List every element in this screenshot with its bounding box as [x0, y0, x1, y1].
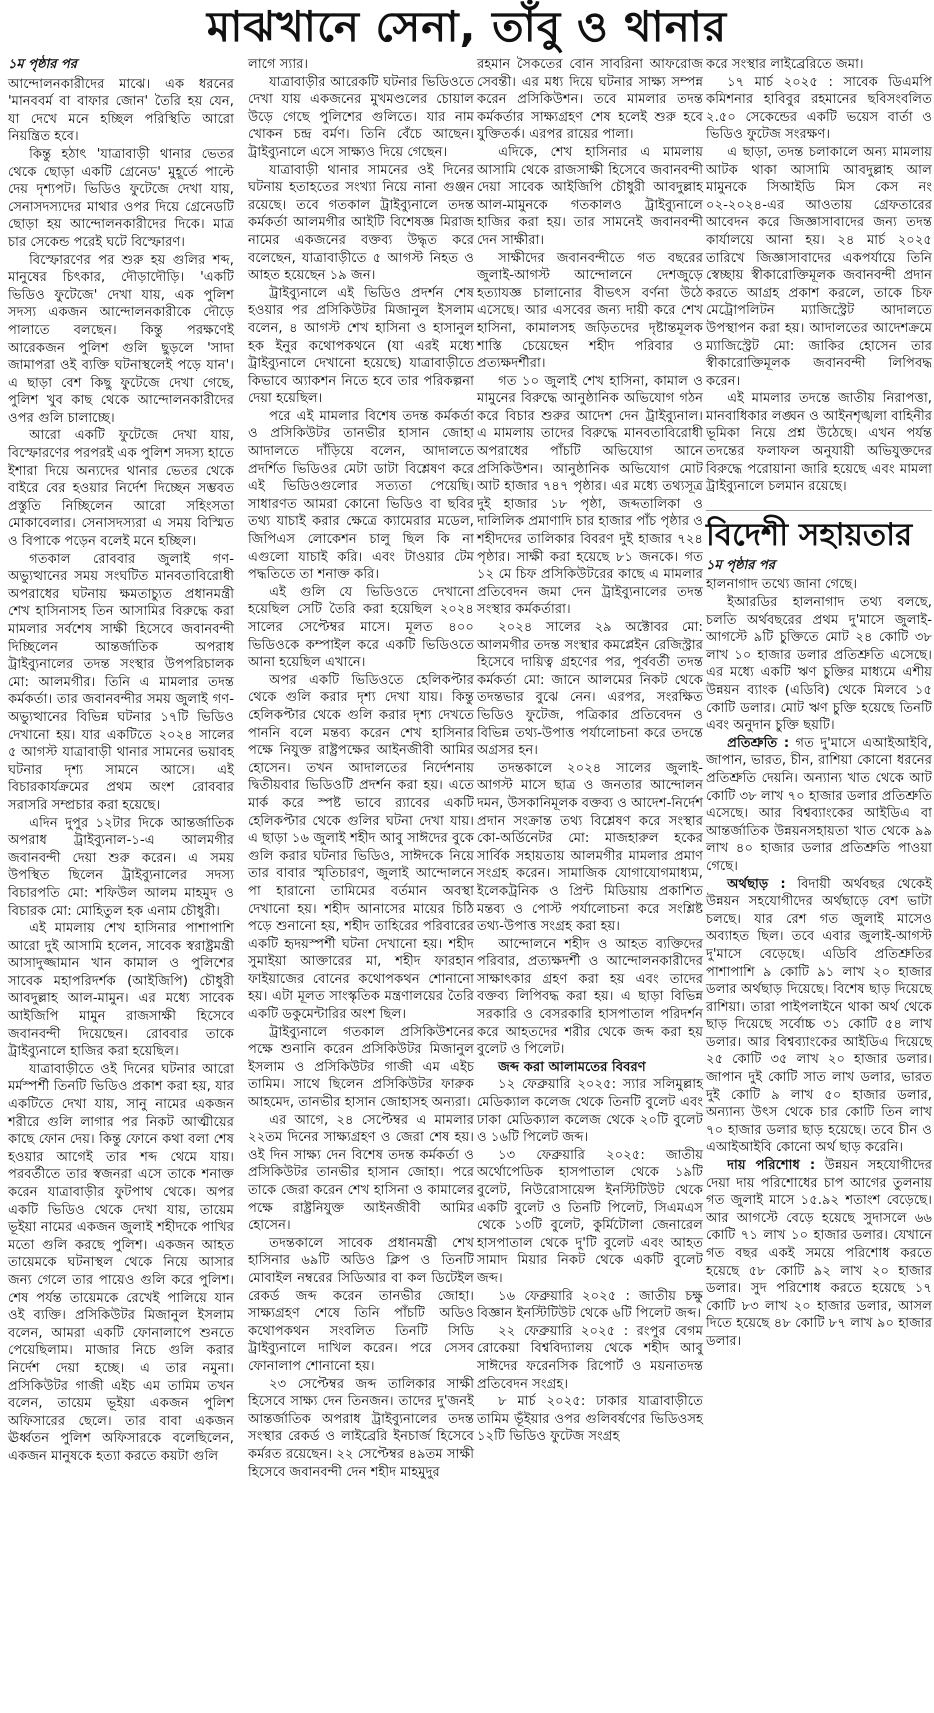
- paragraph: লাগে স্যার।: [248, 57, 309, 72]
- paragraph: কিন্তু হঠাৎ 'যাত্রাবাড়ী থানার ভেতর থেকে ছোড়া একটি গ্রেনেড' মুহূর্তে পাল্টে দেয় দৃশ্যপট। ভিডিও ফুটেজে দেখা যায়, সেনাসদস্যদের মাথার ওপর দিয়ে গ্রেনেডটি ছোড়া হয় আন্দোলনকারীদের দিকে। মাত্র চার সেকেন্ড পরেই ঘটে বিস্ফোরণ।: [8, 146, 234, 250]
- paragraph: পরে এই মামলার বিশেষ তদন্ত কর্মকর্তা ও প্রসিকিউটর তানভীর হাসান জোহা আদালতে দাঁড়িয়ে বলেন, আদালতে প্রদর্শিত ভিডিওর মেটা ডাটা বিশ্লেষণ করে এই ভিডিওগুলোর সত্যতা পেয়েছি। সাধারণত আমরা কোনো ভিডিও বা ছবির তথ্য যাচাই করার ক্ষেত্রে ক্যামেরার মডেল, জিপিএস লোকেশন চালু ছিল কি না এগুলো যাচাই করি। এবং টাওয়ার টেম পদ্ধতিতে তা শনাক্ত করি।: [248, 408, 474, 583]
- paragraph: সাক্ষীদের জবানবন্দীতে গত বছরের জুলাই-আগস্ট আন্দোলনে দেশজুড়ে হত্যাযজ্ঞ চালানোর বীভৎস বর্ণনা উঠে এসেছে। আর এসবের জন্য দায়ী করে শেখ হাসিনা, কামালসহ জড়িতদের দৃষ্টান্তমূলক শাস্তি চেয়েছেন শহীদ পরিবার ও প্রত্যক্ষদর্শীরা।: [477, 250, 703, 372]
- paragraph-text: বিদায়ী অর্থবছর থেকেই উন্নয়ন সহযোগীদের অর্থছাড়ে বেশ ভাটা চলছে। যার রেশ গত জুলাই মাসেও অব্যাহত ছিল। তবে এবার জুলাই-আগস্ট দু'মাসে বেড়েছে। এডিবি প্রতিশ্রুতির পাশাপাশি ৯ কোটি ৯১ লাখ ২০ হাজার ডলার অর্থছাড় দিয়েছে। বিশেষ ছাড় দিয়েছে রাশিয়া। তারা পাইপলাইনে থাকা অর্থ থেকে ছাড় দিয়েছে সর্বোচ্চ ৩১ কোটি ৫৪ লাখ ডলার। আর বিশ্বব্যাংকের আইডিএ দিয়েছে ২৫ কোটি ৩৫ লাখ ২০ হাজার ডলার। জাপান দুই কোটি সাত লাখ ডলার, ভারত দুই কোটি ৯ লাখ ৫০ হাজার ডলার, অন্যান্য উৎস থেকে চার কোটি তিন লাখ ৭০ হাজার ডলার ছাড় হয়েছে। তবে চীন ও এআইআইবি কোনো অর্থ ছাড় করেনি।: [706, 876, 932, 1156]
- paragraph: করে সংস্থার লাইব্রেরিতে জমা।: [706, 57, 864, 72]
- paragraph-lead: দায় পরিশোধ :: [727, 1158, 816, 1174]
- paragraph: [706, 735, 932, 876]
- continued-from-label: ১ম পৃষ্ঠার পর: [706, 557, 775, 573]
- paragraph: এই গুলি যে ভিডিওতে দেখানো হয়েছিল সেটি তৈরি করা হয়েছিল ২০২৪ সালের সেপ্টেম্বর মাসে। মূলত ৪০০ ভিডিওকে কম্পাইল করে একটি ভিডিওতে আনা হয়েছিল এখানে।: [248, 584, 474, 671]
- article-column-2: [248, 56, 474, 1481]
- paragraph: এর আগে, ২৪ সেপ্টেম্বর এ মামলার ২২তম দিনের সাক্ষ্যগ্রহণ ও জেরা শেষ হয়। ওই দিন সাক্ষ্য দেন বিশেষ তদন্ত কর্মকর্তা ও প্রসিকিউটর তানভীর হাসান জোহা। পরে তাকে জেরা করেন শেখ হাসিনা ও কামালের পক্ষে রাষ্ট্রনিযুক্ত আইনজীবী আমির হোসেন।: [248, 1112, 474, 1234]
- paragraph: ৮ মার্চ ২০২৫: ঢাকার যাত্রাবাড়ীতে তামিম ভূঁইয়ার ওপর গুলিবর্ষণের ভিডিওসহ ১২টি ভিডিও ফুটেজ সংগ্রহ: [477, 1394, 703, 1445]
- main-headline: মাঝখানে সেনা, তাঁবু ও থানার: [206, 2, 728, 51]
- paragraph: ট্রাইব্যুনালে এই ভিডিও প্রদর্শন শেষ হওয়ার পর প্রসিকিউটর মিজানুল ইসলাম বলেন, ৪ আগস্ট শেখ হাসিনা ও হাসানুল হক ইনুর কথোপকথনে (যা এরই মধ্যে ট্রাইব্যুনালে দেখানো হয়েছে) যাত্রাবাড়ীতে কিভাবে অ্যাকশন নিতে হবে তার পরিকল্পনা দেয়া হয়েছিল।: [248, 285, 474, 407]
- secondary-headline: বিদেশী সহায়তার: [706, 510, 932, 555]
- paragraph: ১৬ ফেব্রুয়ারি ২০২৫ : জাতীয় চক্ষু বিজ্ঞান ইনস্টিটিউট থেকে ৬টি পিলেট জব্দ।: [477, 1288, 703, 1322]
- paragraph: তদন্তকালে ২০২৪ সালের জুলাই-আগস্ট মাসে ছাত্র ও জনতার আন্দোলন দমন, উসকানিমূলক বক্তব্য ও আদেশ-নির্দেশ প্রদান সংক্রান্ত তথ্য বিশ্লেষণ করে সংস্থার কো-অর্ডিনেটর মো: মাজহারুল হকের সার্বিক সহায়তায় আলমগীর মামলার প্রমাণ সংগ্রহ করেন। সামাজিক যোগাযোগমাধ্যম, ইলেকট্রনিক ও প্রিন্ট মিডিয়ায় প্রকাশিত মন্তব্য ও পোস্ট পর্যালোচনা করে সংশ্লিষ্ট তথ্য-উপাত্ত সংগ্রহ করা হয়।: [477, 760, 704, 935]
- paragraph: এ ছাড়া, তদন্ত চলাকালে অন্য মামলায় আটক থাকা আসামি আবদুল্লাহ আল মামুনকে সিআইডি মিস কেস নং ০২-২০২৪-এর আওতায় গ্রেফতারের আবেদন করে জিজ্ঞাসাবাদের জন্য তদন্ত কার্যালয়ে আনা হয়। ২৪ মার্চ ২০২৫ তারিখে জিজ্ঞাসাবাদের একপর্যায়ে তিনি স্বেচ্ছায় স্বীকারোক্তিমূলক জবানবন্দী প্রদান করতে আগ্রহ প্রকাশ করলে, তাকে চিফ মেট্রোপলিটন ম্যাজিস্ট্রেট আদালতে উপস্থাপন করা হয়। আদালতের আদেশক্রমে ম্যাজিস্ট্রেট মো: জাকির হোসেন তার স্বীকারোক্তিমূলক জবানবন্দী লিপিবদ্ধ করেন।: [706, 144, 932, 389]
- paragraph: আন্দোলনে শহীদ ও আহত ব্যক্তিদের পরিবার, প্রত্যক্ষদর্শী ও আন্দোলনকারীদের সাক্ষাৎকার গ্রহণ করা হয় এবং তাদের বক্তব্য লিপিবদ্ধ করা হয়। এ ছাড়া বিভিন্ন সরকারি ও বেসরকারি হাসপাতাল পরিদর্শন করে আহতদের শরীর থেকে জব্দ করা হয় বুলেট ও পিলেট।: [477, 936, 703, 1058]
- paragraph: ২০২৪ সালের ২৯ অক্টোবর মো: আলমগীর তদন্ত সংস্থার কমপ্লেইন রেজিস্ট্রার হিসেবে দায়িত্ব গ্রহণের পর, পূর্ববর্তী তদন্ত কর্মকর্তা মো: জানে আলমের নিকট থেকে তদন্তভার বুঝে নেন। এরপর, সংরক্ষিত ভিডিও ফুটেজ, পত্রিকার প্রতিবেদন ও বিভিন্ন তথ্য-উপাত্ত পর্যালোচনা করে তদন্তে অগ্রসর হন।: [477, 620, 703, 759]
- paragraph-text: উন্নয়ন সহযোগীদের দেয়া দায় পরিশোধের চাপ আগের তুলনায় গত জুলাই মাসে ১৫.৯২ শতাংশ বেড়েছে। আর আগস্টে বেড়ে হয়েছে সুদাসলে ৬৬ কোটি ৭১ লাখ ১০ হাজার ডলার। যেখানে গত বছর একই সময়ে পরিশোধ করতে হয়েছে ৫৮ কোটি ৯২ লাখ ২০ হাজার ডলার। সুদ পরিশোধ করতে হয়েছে ১৭ কোটি ৮৩ লাখ ২০ হাজার ডলার, আসল দিতে হয়েছে ৪৮ কোটি ৮৭ লাখ ৯০ হাজার ডলার।: [706, 1158, 932, 1349]
- paragraph-text: গত দু'মাসে এআইআইবি, জাপান, ভারত, চীন, রাশিয়া কোনো ধরনের প্রতিশ্রুতি দেয়নি। অন্যান্য খাত থেকে আট কোটি ৩৮ লাখ ৭০ হাজার ডলার প্রতিশ্রুতি এসেছে। আর বিশ্বব্যাংকের আইডিএ বা আন্তর্জাতিক উন্নয়নসহায়তা খাত থেকে ৯৯ লাখ ৪০ হাজার ডলার প্রতিশ্রুতি পাওয়া গেছে।: [706, 735, 932, 874]
- paragraph: ১৭ মার্চ ২০২৫ : সাবেক ডিএমপি কমিশনার হাবিবুর রহমানের ছবিসংবলিত ২.৫০ সেকেন্ডের একটি ভয়েস বার্তা ও ভিডিও ফুটেজ সংরক্ষণ।: [706, 74, 932, 143]
- paragraph: ১২ ফেব্রুয়ারি ২০২৫: স্যার সলিমুল্লাহ মেডিক্যাল কলেজ থেকে তিনটি বুলেট এবং ঢাকা মেডিক্যাল কলেজ থেকে ২০টি বুলেট ও ১৬টি পিলেট জব্দ।: [477, 1077, 703, 1146]
- paragraph: ১৩ ফেব্রুয়ারি ২০২৫: জাতীয় অর্থোপেডিক হাসপাতাল থেকে ১৯টি বুলেট, নিউরোসায়েন্স ইনস্টিটিউট থেকে একটি বুলেট ও তিনটি পিলেট, সিএমএস থেকে ১৩টি বুলেট, কুর্মিটোলা জেনারেল হাসপাতাল থেকে দু'টি বুলেট এবং আহত সামাদ মিয়ার নিকট থেকে একটি বুলেট জব্দ।: [477, 1147, 703, 1286]
- paragraph: এই মামলার তদন্তে জাতীয় নিরাপত্তা, মানবাধিকার লঙ্ঘন ও আইনশৃঙ্খলা বাহিনীর ভূমিকা নিয়ে প্রশ্ন উঠেছে। এখন পর্যন্ত তদন্তের ফলাফল অনুযায়ী অভিযুক্তদের বিরুদ্ধে পরোয়ানা জারি হয়েছে এবং মামলা ট্রাইব্যুনালে চলমান রয়েছে।: [706, 391, 932, 495]
- continued-from-label: ১ম পৃষ্ঠার পর: [8, 57, 77, 72]
- paragraph: যাত্রাবাড়ী থানার সামনের ওই দিনের ঘটনায় হতাহতের সংখ্যা নিয়ে নানা গুঞ্জন রয়েছে। তবে গতকাল ট্রাইব্যুনালে তদন্ত কর্মকর্তা আলমগীর আইটি বিশেষজ্ঞ মিরাজ নামের একজনের বক্তব্য উদ্ধৃত করে বলেছেন, যাত্রাবাড়ীতে ৫ আগস্ট নিহত ও আহত হয়েছেন ১৯ জন।: [248, 162, 474, 284]
- paragraph: হালনাগাদ তথ্যে জানা গেছে।: [706, 577, 858, 593]
- paragraph: এদিকে, শেখ হাসিনার এ মামলায় আসামি থেকে রাজসাক্ষী হিসেবে জবানবন্দী দেয়া সাবেক আইজিপি চৌধুরী আবদুল্লাহ আল-মামুনকে গতকালও ট্রাইব্যুনালে হাজির করা হয়। তার সামনেই জবানবন্দী দেন সাক্ষীরা।: [477, 144, 703, 248]
- paragraph: ট্রাইব্যুনালে গতকাল প্রসিকিউশনের পক্ষে শুনানি করেন প্রসিকিউটর মিজানুল ইসলাম ও প্রসিকিউটর গাজী এম এইচ তামিম। সাথে ছিলেন প্রসিকিউটর ফারুক আহমেদ, তানভীর হাসান জোহাসহ অন্যরা।: [248, 1024, 474, 1111]
- paragraph: ইআরডির হালনাগাদ তথ্য বলছে, চলতি অর্থবছরের প্রথম দু'মাসে জুলাই-আগস্টে ৯টি চুক্তিতে মোট ২৪ কোটি ৩৮ লাখ ১০ হাজার ডলার প্রতিশ্রুতি এসেছে। এর মধ্যে একটি ঋণ চুক্তির মাধ্যমে এশীয় উন্নয়ন ব্যাংক (এডিবি) থেকে মিলবে ১৫ কোটি ডলার। মোট ঋণ চুক্তি হয়েছে তিনটি এবং অনুদান চুক্তি ছয়টি।: [706, 595, 932, 734]
- paragraph: গতকাল রোববার জুলাই গণ-অভ্যুত্থানের সময় সংঘটিত মানবতাবিরোধী অপরাধের ঘটনায় ক্ষমতাচ্যুত প্রধানমন্ত্রী শেখ হাসিনাসহ তিন আসামির বিরুদ্ধে করা মামলার সর্বশেষ সাক্ষী হিসেবে জবানবন্দী দিচ্ছিলেন আন্তর্জাতিক অপরাধ ট্রাইব্যুনালের তদন্ত সংস্থার উপপরিচালক মো: আলমগীর। তিনি এ মামলার তদন্ত কর্মকর্তা। তার জবানবন্দীর সময় জুলাই গণ-অভ্যুত্থানের বিভিন্ন ঘটনার ১৭টি ভিডিও দেখানো হয়। যার একটিতে ২০২৪ সালের ৫ আগস্ট যাত্রাবাড়ী থানার সামনের ভয়াবহ ঘটনার দৃশ্য সামনে আসে। এই বিচারকার্যক্রমের প্রথম অংশ রোববার সরাসরি সম্প্রচার করা হয়েছে।: [8, 551, 234, 813]
- paragraph: [706, 876, 932, 1158]
- subheading: জব্দ করা আলামতের বিবরণ: [498, 1059, 646, 1075]
- paragraph: যাত্রাবাড়ীর আরেকটি ঘটনার ভিডিওতে দেখা যায় একজনের মুখমণ্ডলের চোয়াল উড়ে গেছে পুলিশের গুলিতে। যার নাম খোকন চন্দ্র বর্মণ। তিনি বেঁচে আছেন। ট্রাইব্যুনালে এসে সাক্ষ্যও দিয়ে গেছেন।: [248, 74, 474, 160]
- article-column-4: [706, 56, 932, 1351]
- paragraph: যাত্রাবাড়ীতে ওই দিনের ঘটনার আরো মর্মস্পর্শী তিনটি ভিডিও প্রকাশ করা হয়, যার একটিতে দেখা যায়, সানু নামের একজন শরীরে গুলি লাগার পর নিকট আত্মীয়ের কাছে ফোন দেয়। কিন্তু ফোনে কথা বলা শেষ হওয়ার আগেই তার শব্দ থেমে যায়। পরবর্তীতে তার স্বজনরা এসে তাকে শনাক্ত করেন যাত্রাবাড়ীর ফুটপাথ থেকে। অপর একটি ভিডিও থেকে দেখা যায়, তায়েম ভূইয়া নামের একজন জুলাই শহীদকে পাখির মতো গুলি করছে পুলিশ। একজন আহত তায়েমকে ঘটনাস্থল থেকে নিয়ে আসার জন্য গেলে তার পায়েও গুলি করে পুলিশ। শেষ পর্যন্ত তায়েমকে রেখেই পালিয়ে যান ওই ব্যক্তি। প্রসিকিউটর মিজানুল ইসলাম বলেন, আমরা একটি ফোনালাপে শুনতে পেয়েছিলাম। মাজার নিচে গুলি করার নির্দেশ দেয়া হচ্ছে। এ তার নমুনা। প্রসিকিউটর গাজী এইচ এম তামিম তখন বলেন, তায়েম ভূইয়া একজন পুলিশ অফিসারের ছেলে। তার বাবা একজন ঊর্ধ্বতন পুলিশ অফিসারকে বলেছিলেন, একজন মানুষকে হত্যা করতে কয়টা গুলি: [8, 1061, 234, 1464]
- paragraph: আন্দোলনকারীদের মাঝে। এক ধরনের 'মানববর্ম বা বাফার জোন' তৈরি হয় যেন, যা দেখে মনে হচ্ছিল পরিস্থিতি আরো নিয়ন্ত্রিত হবে।: [8, 76, 234, 145]
- paragraph: গত ১০ জুলাই শেখ হাসিনা, কামাল ও মামুনের বিরুদ্ধে আনুষ্ঠানিক অভিযোগ গঠন করে বিচার শুরুর আদেশ দেন ট্রাইব্যুনাল। এ মামলায় তাদের বিরুদ্ধে মানবতাবিরোধী অপরাধের পাঁচটি অভিযোগ আনে প্রসিকিউশন। আনুষ্ঠানিক অভিযোগ মোট আট হাজার ৭৪৭ পৃষ্ঠার। এর মধ্যে তথ্যসূত্র দুই হাজার ১৮ পৃষ্ঠা, জব্দতালিকা ও দালিলিক প্রমাণাদি চার হাজার পাঁচ পৃষ্ঠার ও শহীদদের তালিকার বিবরণ দুই হাজার ৭২৪ পৃষ্ঠার। সাক্ষী করা হয়েছে ৮১ জনকে। গত ১২ মে চিফ প্রসিকিউটরের কাছে এ মামলার প্রতিবেদন জমা দেন ট্রাইব্যুনালের তদন্ত সংস্থার কর্মকর্তারা।: [477, 373, 703, 618]
- paragraph: এই মামলায় শেখ হাসিনার পাশাপাশি আরো দুই আসামি হলেন, সাবেক স্বরাষ্ট্রমন্ত্রী আসাদুজ্জামান খান কামাল ও পুলিশের সাবেক মহাপরিদর্শক (আইজিপি) চৌধুরী আবদুল্লাহ আল-মামুন। এর মধ্যে সাবেক আইজিপি মামুন রাজসাক্ষী হিসেবে জবানবন্দী দিয়েছেন। রোববার তাকে ট্রাইব্যুনালে হাজির করা হয়েছিল।: [8, 921, 234, 1060]
- paragraph: অপর একটি ভিডিওতে হেলিকপ্টার থেকে গুলি করার দৃশ্য দেখা যায়। কিন্তু হেলিকপ্টার থেকে গুলি করার দৃশ্য দেখতে পাননি বলে মন্তব্য করেন শেখ হাসিনার পক্ষে নিযুক্ত রাষ্ট্রপক্ষের আইনজীবী আমির হোসেন। তখন আদালতের নির্দেশনায় দ্বিতীয়বার ভিডিওটি প্রদর্শন করা হয়। এতে মার্ক করে স্পষ্ট ভাবে র‍্যাবের একটি হেলিকপ্টার থেকে গুলির ঘটনা দেখা যায়। এ ছাড়া ১৬ জুলাই শহীদ আবু সাঈদের বুকে গুলি করার ঘটনার ভিডিও, সাঈদকে নিয়ে তার বাবার স্মৃতিচারণ, জুলাই আন্দোলনে পা হারানো তামিমের বর্তমান অবস্থা দেখানো হয়। শহীদ আনাসের মায়ের চিঠি পড়ে শুনানো হয়, শহীদ তাহিরের পরিবারের একটি হৃদয়স্পর্শী ঘটনা দেখানো হয়। শহীদ সুমাইয়া আক্তারের মা, শহীদ ফারহান ফাইয়াজের বোনের কথোপকথন শোনানো হয়। এটা মূলত সাংস্কৃতিক মন্ত্রণালয়ের তৈরি একটি ডকুমেন্টারির অংশ ছিল।: [248, 672, 474, 1023]
- article-column-3: [477, 56, 703, 1446]
- paragraph: তদন্তকালে সাবেক প্রধানমন্ত্রী শেখ হাসিনার ৬৯টি অডিও ক্লিপ ও তিনটি মোবাইল নম্বরের সিডিআর বা কল ডিটেইল রেকর্ড জব্দ করেন তানভীর জোহা। সাক্ষ্যগ্রহণ শেষে তিনি পাঁচটি অডিও কথোপকথন সংবলিত তিনটি সিডি ট্রাইব্যুনালে দাখিল করেন। পরে সেসব ফোনালাপ শোনানো হয়।: [248, 1235, 474, 1374]
- paragraph: আরো একটি ফুটেজে দেখা যায়, বিস্ফোরণের পরপরই এক পুলিশ সদস্য হাতে ইশারা দিয়ে অন্যদের থানার ভেতর থেকে বাইরে বের হওয়ার নির্দেশ দিচ্ছেন সম্ভবত প্রস্তুতি নিচ্ছিলেন আরো সহিংসতা মোকাবেলার। সেনাসদস্যরা এ সময় বিস্মিত ও বিপাকে পড়েন বলেই মনে হচ্ছিল।: [8, 428, 234, 550]
- paragraph: রহমান সৈকতের বোন সাবরিনা আফরোজ সেবন্তী। এর মধ্য দিয়ে ঘটনার সাক্ষ্য সম্পন্ন করেন প্রসিকিউশন। তবে মামলার তদন্ত কর্মকর্তার সাক্ষ্যগ্রহণ শেষ হলেই শুরু হবে যুক্তিতর্ক। এরপর রায়ের পালা।: [477, 57, 703, 143]
- article-column-1: [8, 56, 234, 1466]
- paragraph: বিস্ফোরণের পর শুরু হয় গুলির শব্দ, মানুষের চিৎকার, দৌড়াদৌড়ি। 'একটি ভিডিও ফুটেজে' দেখা যায়, এক পুলিশ সদস্য একজন আন্দোলনকারীকে দৌড়ে পালাতে বলছেন। কিন্তু পরক্ষণেই আরেকজন পুলিশ গুলি ছুড়লে 'সাদা জামাপরা ওই ব্যক্তি ঘটনাস্থলেই পড়ে যান'। এ ছাড়া বেশ কিছু ফুটেজে দেখা গেছে, পুলিশ খুব কাছ থেকে আন্দোলনকারীদের ওপর গুলি চালাচ্ছে।: [8, 252, 234, 426]
- paragraph: ২৩ সেপ্টেম্বর জব্দ তালিকার সাক্ষী হিসেবে সাক্ষ্য দেন তিনজন। তাদের দু'জনই আন্তর্জাতিক অপরাধ ট্রাইব্যুনালের তদন্ত সংস্থার রেকর্ড ও লাইব্রেরি ইনচার্জ হিসেবে কর্মরত রয়েছেন। ২২ সেপ্টেম্বর ৪৯তম সাক্ষী হিসেবে জবানবন্দী দেন শহীদ মাহমুদুর: [248, 1376, 474, 1480]
- paragraph: [706, 1157, 932, 1351]
- paragraph: ২২ ফেব্রুয়ারি ২০২৫ : রংপুর বেগম রোকেয়া বিশ্ববিদ্যালয় থেকে শহীদ আবু সাঈদের ফরেনসিক রিপোর্ট ও ময়নাতদন্ত প্রতিবেদন সংগ্রহ।: [477, 1323, 703, 1392]
- paragraph: এদিন দুপুর ১২টার দিকে আন্তর্জাতিক অপরাধ ট্রাইব্যুনাল-১-এ আলমগীর জবানবন্দী দেয়া শুরু করেন। এ সময় উপস্থিত ছিলেন ট্রাইব্যুনালের সদস্য বিচারপতি মো: শফিউল আলম মাহমুদ ও বিচারক মো: মোহিতুল হক এনাম চৌধুরী।: [8, 815, 234, 919]
- paragraph-lead: প্রতিশ্রুতি :: [727, 735, 790, 751]
- paragraph-lead: অর্থছাড় :: [727, 876, 786, 892]
